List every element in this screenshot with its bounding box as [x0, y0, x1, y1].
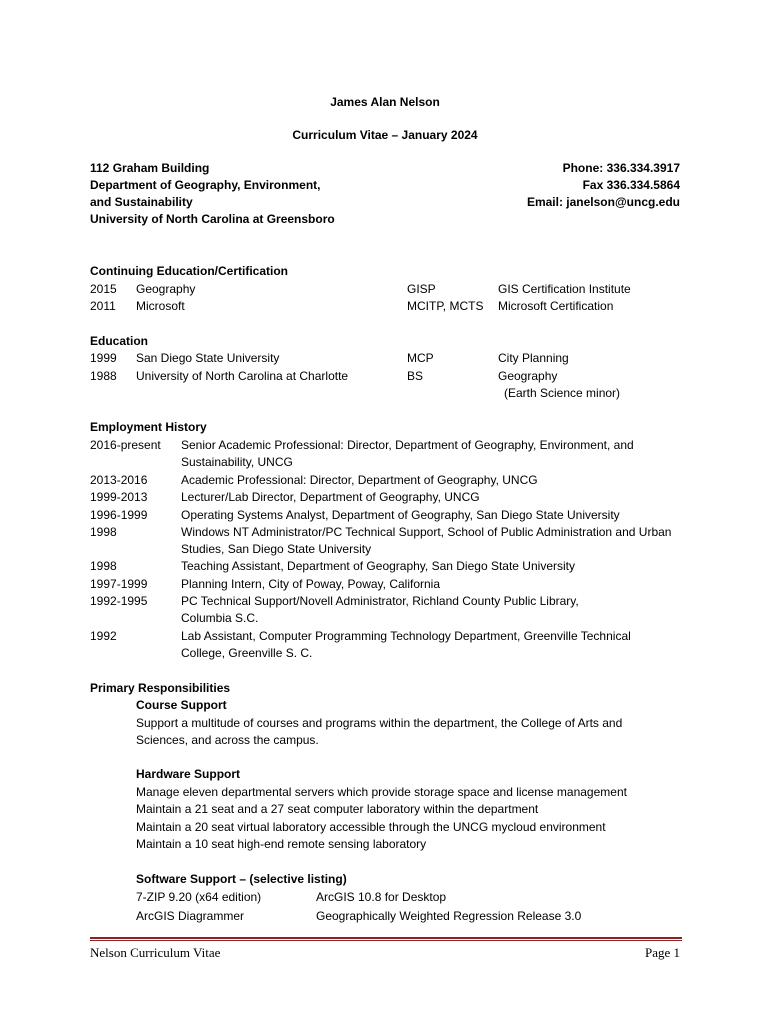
footer-divider [90, 937, 682, 941]
hardware-item: Maintain a 20 seat virtual laboratory accessible through the UNCG mycloud environment [136, 820, 606, 834]
employment-years: 1998 [90, 525, 117, 539]
responsibilities-heading: Primary Responsibilities [90, 681, 231, 695]
employment-role: Operating Systems Analyst, Department of Geography, San Diego State University [181, 508, 620, 522]
employment-years: 1996-1999 [90, 508, 148, 522]
phone: Phone: 336.334.3917 [562, 161, 680, 175]
edu-field: Geography [498, 369, 558, 383]
employment-role: Planning Intern, City of Poway, Poway, California [181, 577, 441, 591]
employment-years: 1998 [90, 559, 117, 573]
employment-role: Senior Academic Professional: Director, Department of Geography, Environment, and Sustainability, UNCG [181, 438, 634, 469]
footer-title: Nelson Curriculum Vitae [90, 945, 221, 960]
edu-field: City Planning [498, 351, 569, 365]
employment-heading: Employment History [90, 420, 207, 434]
software-item: ArcGIS 10.8 for Desktop [316, 890, 447, 904]
email[interactable]: Email: janelson@uncg.edu [526, 195, 680, 209]
employment-role: Academic Professional: Director, Department of Geography, UNCG [181, 473, 538, 487]
hardware-item: Manage eleven departmental servers which provide storage space and license management [136, 785, 627, 799]
employment-role: Lab Assistant, Computer Programming Technology Department, Greenville Technical College, Greenville S. C. [181, 629, 631, 660]
edu-school: University of North Carolina at Charlotte [136, 369, 349, 383]
cert-credential: MCITP, MCTS [407, 299, 484, 313]
software-item: Geographically Weighted Regression Release 3.0 [316, 909, 582, 923]
course-support-heading: Course Support [136, 698, 227, 712]
cert-subject: Microsoft [136, 299, 185, 313]
cert-credential: GISP [407, 282, 436, 296]
employment-years: 2016-present [90, 438, 161, 452]
cert-issuer: GIS Certification Institute [498, 282, 631, 296]
fax: Fax 336.334.5864 [582, 178, 680, 192]
employment-years: 1992-1995 [90, 594, 148, 608]
address-line: Department of Geography, Environment, [90, 178, 321, 192]
cert-subject: Geography [136, 282, 196, 296]
employment-years: 2013-2016 [90, 473, 148, 487]
address-line: University of North Carolina at Greensboro [90, 212, 335, 226]
edu-year: 1988 [90, 369, 117, 383]
edu-minor: (Earth Science minor) [504, 386, 621, 400]
employment-years: 1999-2013 [90, 490, 148, 504]
page-number: Page 1 [644, 945, 680, 960]
edu-degree: BS [407, 369, 424, 383]
cv-name: James Alan Nelson [330, 95, 440, 109]
hardware-item: Maintain a 10 seat high-end remote sensing laboratory [136, 837, 427, 851]
hardware-item: Maintain a 21 seat and a 27 seat computer laboratory within the department [136, 802, 539, 816]
cert-issuer: Microsoft Certification [498, 299, 614, 313]
employment-years: 1997-1999 [90, 577, 148, 591]
employment-role: Windows NT Administrator/PC Technical Support, School of Public Administration and Urban Studies, San Diego State University [181, 525, 672, 556]
cv-subtitle: Curriculum Vitae – January 2024 [292, 128, 478, 142]
hardware-support-heading: Hardware Support [136, 767, 241, 781]
employment-role: Teaching Assistant, Department of Geography, San Diego State University [181, 559, 575, 573]
edu-year: 1999 [90, 351, 117, 365]
education-heading: Education [90, 334, 149, 348]
address-line: and Sustainability [90, 195, 193, 209]
certification-heading: Continuing Education/Certification [90, 264, 288, 278]
employment-role: Lecturer/Lab Director, Department of Geography, UNCG [181, 490, 480, 504]
edu-degree: MCP [407, 351, 434, 365]
software-item: 7-ZIP 9.20 (x64 edition) [136, 890, 262, 904]
software-support-heading: Software Support – (selective listing) [136, 872, 347, 886]
employment-role: PC Technical Support/Novell Administrator, Richland County Public Library, Columbia S.C. [181, 594, 579, 625]
software-item: ArcGIS Diagrammer [136, 909, 245, 923]
employment-years: 1992 [90, 629, 117, 643]
cert-year: 2011 [90, 299, 116, 313]
cert-year: 2015 [90, 282, 117, 296]
edu-school: San Diego State University [136, 351, 280, 365]
course-support-text: Support a multitude of courses and programs within the department, the College of Arts and Sciences, and across the campus. [136, 716, 623, 747]
address-line: 112 Graham Building [90, 161, 210, 175]
